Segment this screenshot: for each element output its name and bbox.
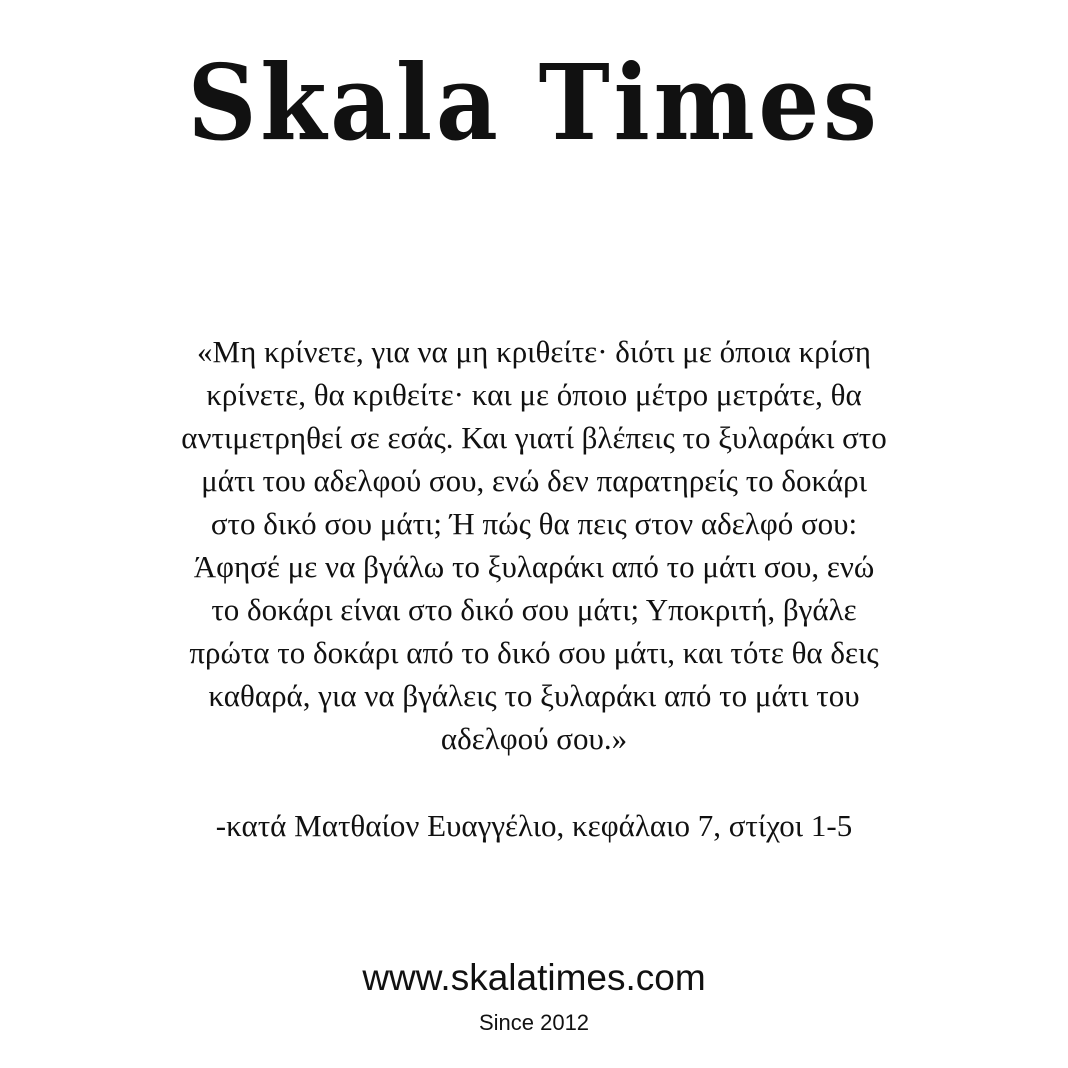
quote-line: κρίνετε, θα κριθείτε· και με όποιο μέτρο μετράτε, θα	[206, 377, 862, 412]
masthead-title: Skala Times	[187, 41, 881, 164]
quote-citation: -κατά Ματθαίον Ευαγγέλιο, κεφάλαιο 7, στίχοι 1-5	[215, 808, 853, 843]
quote-line: μάτι του αδελφού σου, ενώ δεν παρατηρείς το δοκάρι	[201, 463, 867, 498]
quote-line: Άφησέ με να βγάλω το ξυλαράκι από το μάτι σου, ενώ	[193, 549, 875, 584]
quote-line: το δοκάρι είναι στο δικό σου μάτι; Υποκριτή, βγάλε	[211, 592, 857, 627]
quote-line: αντιμετρηθεί σε εσάς. Και γιατί βλέπεις το ξυλαράκι στο	[181, 420, 887, 455]
quote-line: στο δικό σου μάτι; Ή πώς θα πεις στον αδελφό σου:	[210, 506, 858, 541]
quote-text	[90, 330, 978, 760]
quote-line: αδελφού σου.»	[440, 721, 628, 756]
quote-line: «Μη κρίνετε, για να μη κριθείτε· διότι με όποια κρίση	[197, 334, 871, 369]
website-url: www.skalatimes.com	[362, 957, 706, 998]
quote-line: καθαρά, για να βγάλεις το ξυλαράκι από το μάτι του	[208, 678, 860, 713]
since-year: Since 2012	[478, 1010, 590, 1035]
quote-line: πρώτα το δοκάρι από το δικό σου μάτι, και τότε θα δεις	[189, 635, 879, 670]
